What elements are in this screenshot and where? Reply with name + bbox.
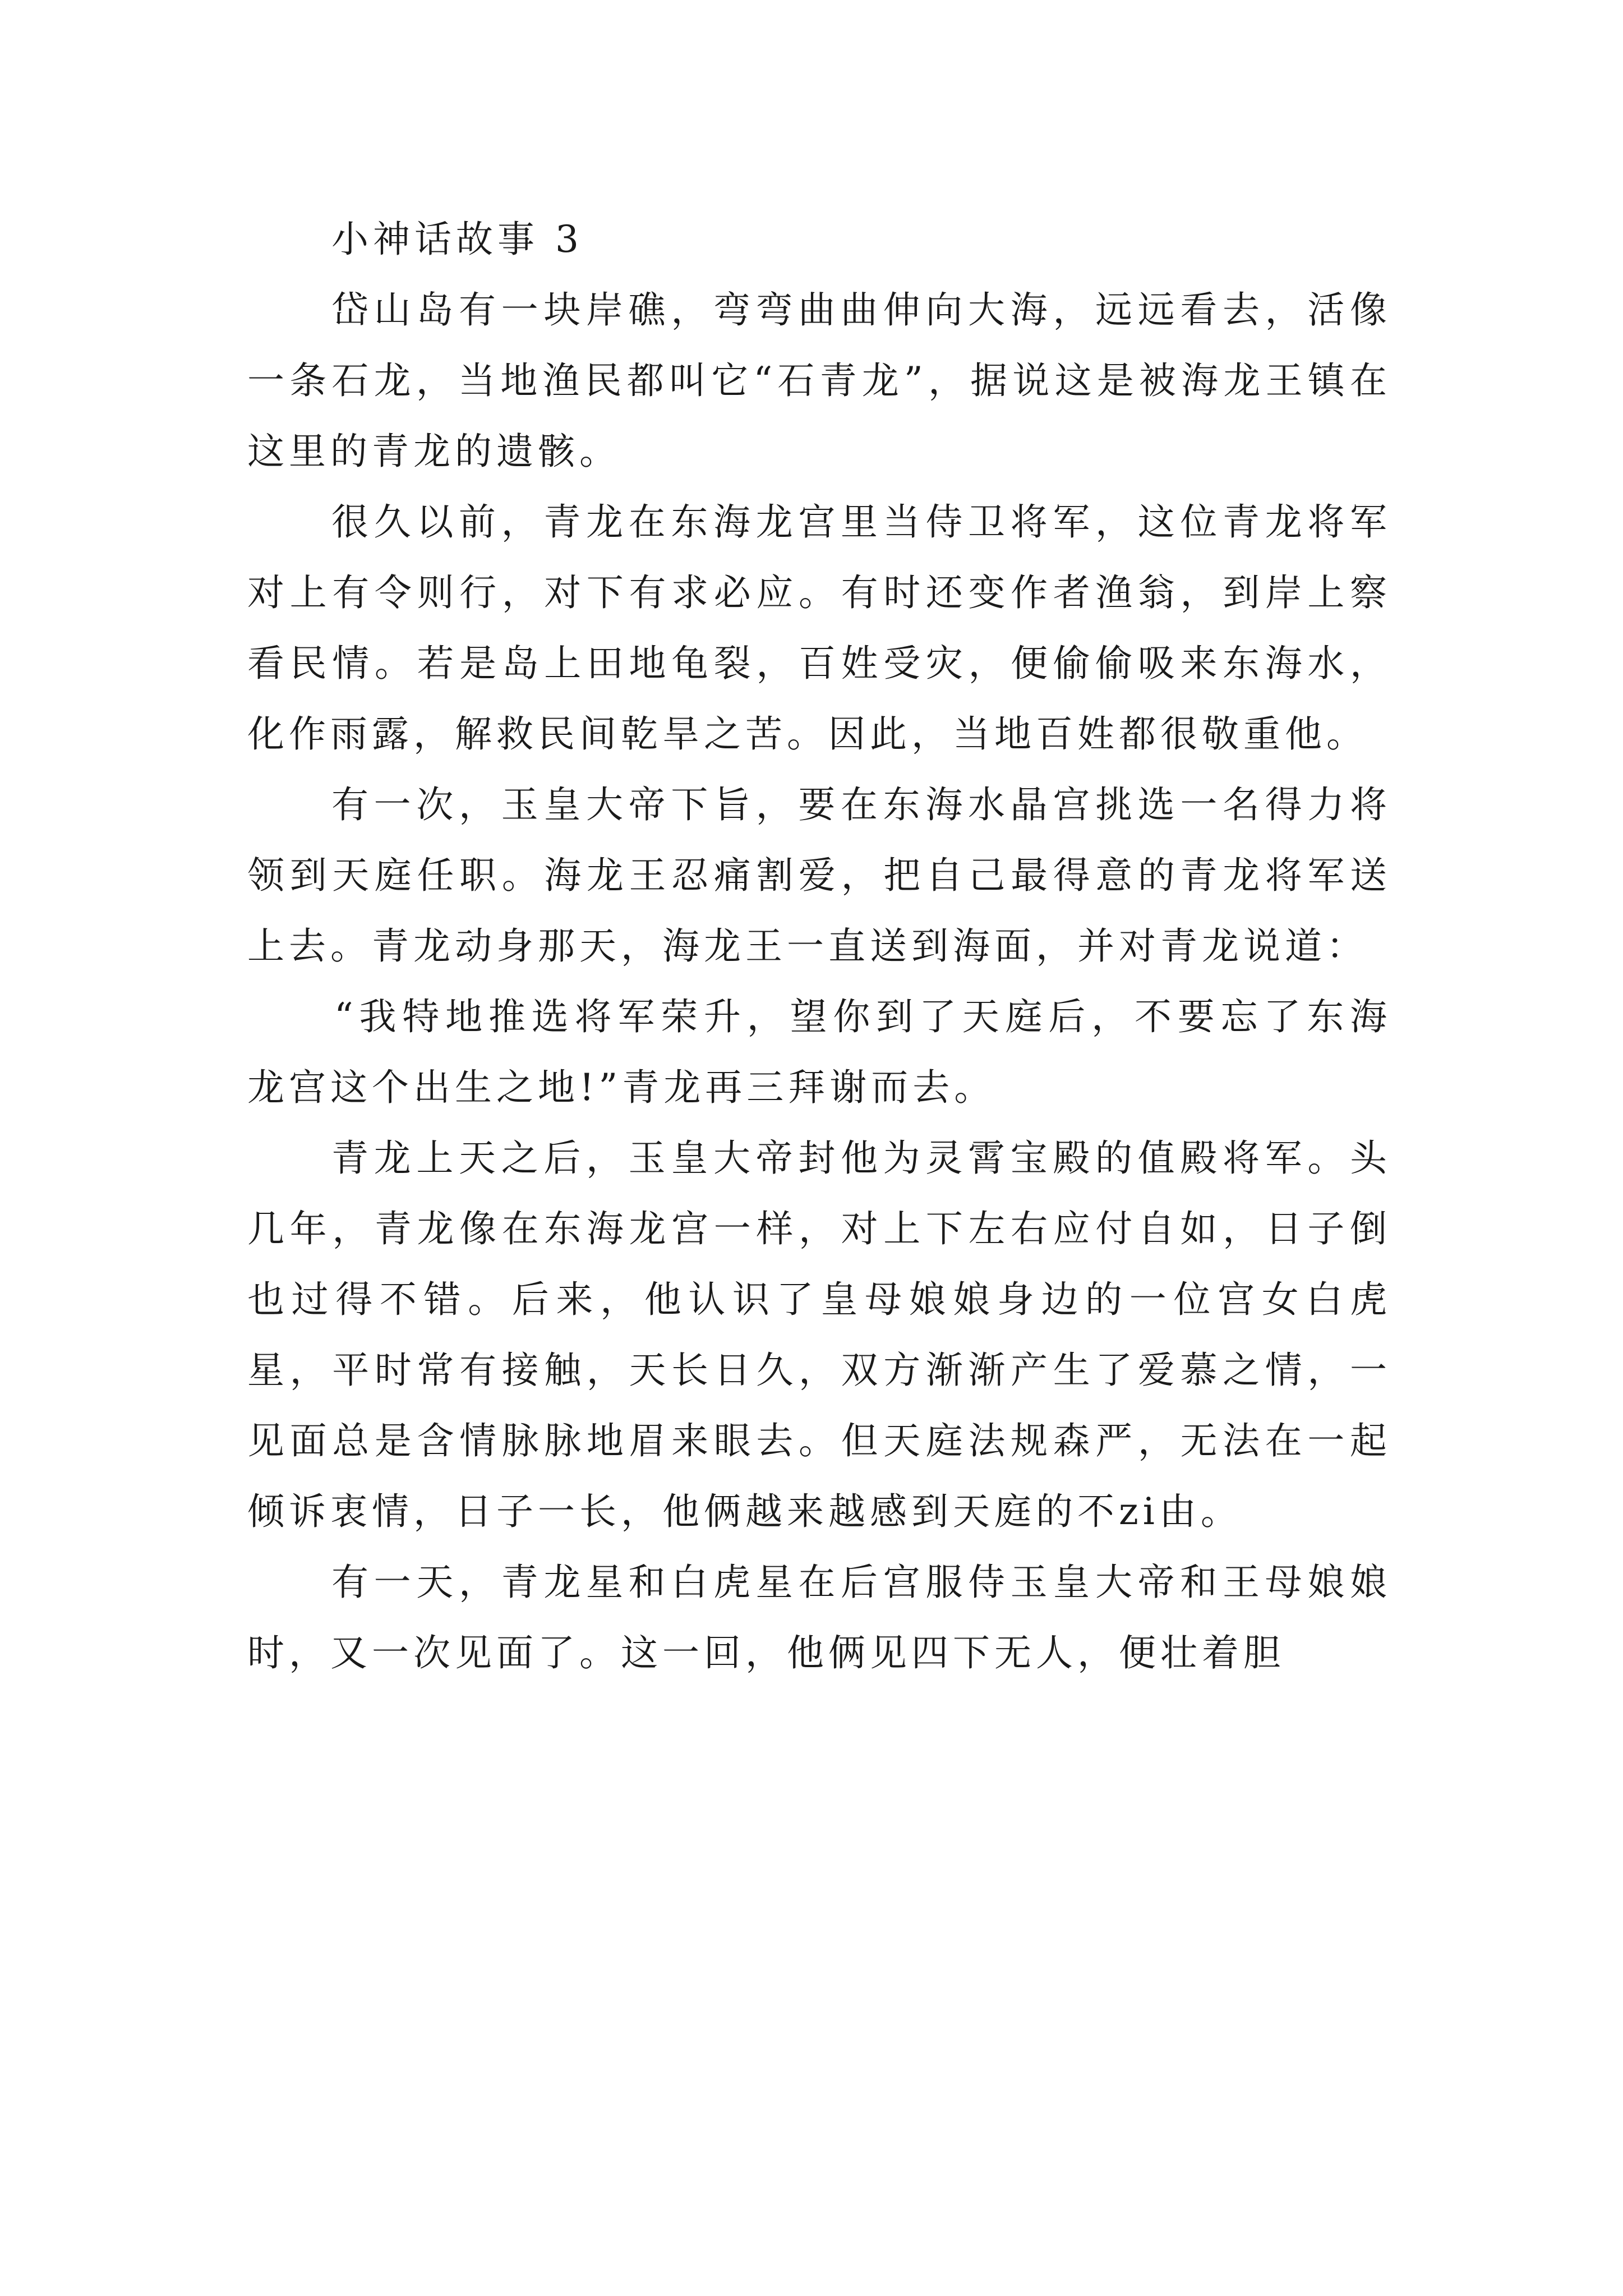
paragraph-2: 很久以前，青龙在东海龙宫里当侍卫将军，这位青龙将军对上有令则行，对下有求必应。有时还变作者渔翁，到岸上察看民情。若是岛上田地龟裂，百姓受灾，便偷偷吸来东海水，化作雨露，解救民间乾旱之苦。因此，当地百姓都很敬重他。	[247, 500, 1391, 756]
paragraph-3: 有一次，玉皇大帝下旨，要在东海水晶宫挑选一名得力将领到天庭任职。海龙王忍痛割爱，把自己最得意的青龙将军送上去。青龙动身那天，海龙王一直送到海面，并对青龙说道：	[247, 783, 1391, 968]
paragraph-1: 岱山岛有一块岸礁，弯弯曲曲伸向大海，远远看去，活像一条石龙，当地渔民都叫它“石青龙”，据说这是被海龙王镇在这里的青龙的遗骸。	[247, 288, 1391, 473]
paragraph-5: 青龙上天之后，玉皇大帝封他为灵霄宝殿的值殿将军。头几年，青龙像在东海龙宫一样，对上下左右应付自如，日子倒也过得不错。后来，他认识了皇母娘娘身边的一位宫女白虎星，平时常有接触，天长日久，双方渐渐产生了爱慕之情，一见面总是含情脉脉地眉来眼去。但天庭法规森严，无法在一起倾诉衷情，日子一长，他俩越来越感到天庭的不zi由。	[247, 1137, 1391, 1533]
article-body	[247, 204, 1391, 1688]
article-title: 小神话故事 3	[331, 218, 583, 261]
paragraph-4: “我特地推选将军荣升，望你到了天庭后，不要忘了东海龙宫这个出生之地!”青龙再三拜谢而去。	[247, 995, 1391, 1109]
paragraph-6: 有一天，青龙星和白虎星在后宫服侍玉皇大帝和王母娘娘时，又一次见面了。这一回，他俩见四下无人，便壮着胆	[247, 1561, 1391, 1674]
